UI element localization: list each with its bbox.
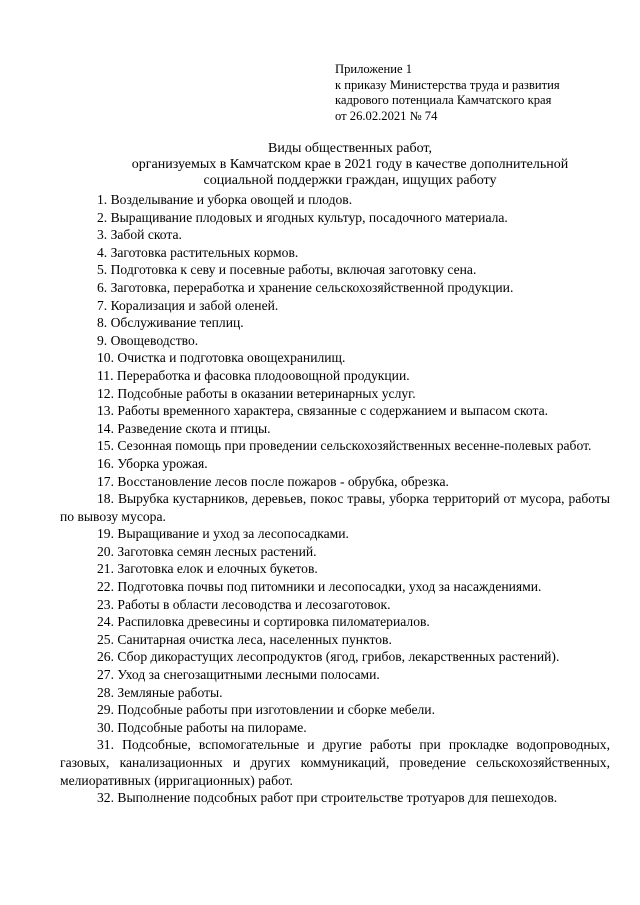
- list-item: 10. Очистка и подготовка овощехранилищ.: [97, 350, 346, 366]
- document-title: [60, 141, 640, 189]
- list-item: 29. Подсобные работы при изготовлении и сборке мебели.: [97, 702, 435, 718]
- list-item: 19. Выращивание и уход за лесопосадками.: [97, 526, 349, 542]
- title-line: организуемых в Камчатском крае в 2021 году в качестве дополнительной: [131, 157, 569, 172]
- appendix-ministry-line: кадрового потенциала Камчатского края: [335, 93, 552, 107]
- list-item: 20. Заготовка семян лесных растений.: [97, 543, 317, 559]
- list-item: 24. Распиловка древесины и сортировка пиломатериалов.: [97, 614, 430, 630]
- list-item: 26. Сбор дикорастущих лесопродуктов (ягод, грибов, лекарственных растений).: [97, 649, 560, 665]
- title-line: социальной поддержки граждан, ищущих работу: [203, 173, 497, 188]
- list-item: 6. Заготовка, переработка и хранение сельскохозяйственной продукции.: [97, 279, 514, 295]
- list-item: 11. Переработка и фасовка плодоовощной продукции.: [97, 367, 410, 383]
- list-item: 27. Уход за снегозащитными лесными полосами.: [97, 667, 380, 683]
- list-item: 9. Овощеводство.: [97, 332, 199, 348]
- list-item: 12. Подсобные работы в оказании ветеринарных услуг.: [97, 385, 416, 401]
- appendix-title: Приложение 1: [335, 62, 413, 76]
- list-item: 28. Земляные работы.: [97, 684, 223, 700]
- list-item: 25. Санитарная очистка леса, населенных пунктов.: [97, 631, 392, 647]
- list-item: 18. Вырубка кустарников, деревьев, покос травы, уборка территорий от мусора, работы по вывозу мусора.: [60, 491, 610, 524]
- list-item: 14. Разведение скота и птицы.: [97, 420, 271, 436]
- list-item: 16. Уборка урожая.: [97, 455, 208, 471]
- list-item: 31. Подсобные, вспомогательные и другие работы при прокладке водопроводных, газовых, канализационных и других коммуникаций, проведение сельскохозяйственных, мелиоративных (ирригационных) работ.: [60, 737, 610, 788]
- title-line: Виды общественных работ,: [267, 141, 432, 156]
- list-item: 23. Работы в области лесоводства и лесозаготовок.: [97, 596, 391, 612]
- works-list: [60, 191, 610, 807]
- list-item: 7. Корализация и забой оленей.: [97, 297, 279, 313]
- list-item: 21. Заготовка елок и елочных букетов.: [97, 561, 318, 577]
- list-item: 17. Восстановление лесов после пожаров - обрубка, обрезка.: [97, 473, 449, 489]
- list-item: 22. Подготовка почвы под питомники и лесопосадки, уход за насаждениями.: [97, 579, 542, 595]
- list-item: 13. Работы временного характера, связанные с содержанием и выпасом скота.: [97, 403, 549, 419]
- appendix-order-line: к приказу Министерства труда и развития: [335, 77, 560, 92]
- list-item: 30. Подсобные работы на пилораме.: [97, 719, 307, 735]
- list-item: 4. Заготовка растительных кормов.: [97, 244, 299, 260]
- list-item: 15. Сезонная помощь при проведении сельскохозяйственных весенне-полевых работ.: [97, 438, 592, 454]
- list-item: 8. Обслуживание теплиц.: [97, 315, 244, 331]
- list-item: 5. Подготовка к севу и посевные работы, включая заготовку сена.: [97, 262, 477, 278]
- list-item: 2. Выращивание плодовых и ягодных культур, посадочного материала.: [97, 209, 508, 225]
- list-item: 32. Выполнение подсобных работ при строительстве тротуаров для пешеходов.: [97, 790, 558, 806]
- list-item: 3. Забой скота.: [97, 227, 182, 243]
- list-item: 1. Возделывание и уборка овощей и плодов.: [97, 192, 353, 207]
- appendix-date-line: от 26.02.2021 № 74: [335, 108, 438, 123]
- appendix-block: [335, 62, 560, 124]
